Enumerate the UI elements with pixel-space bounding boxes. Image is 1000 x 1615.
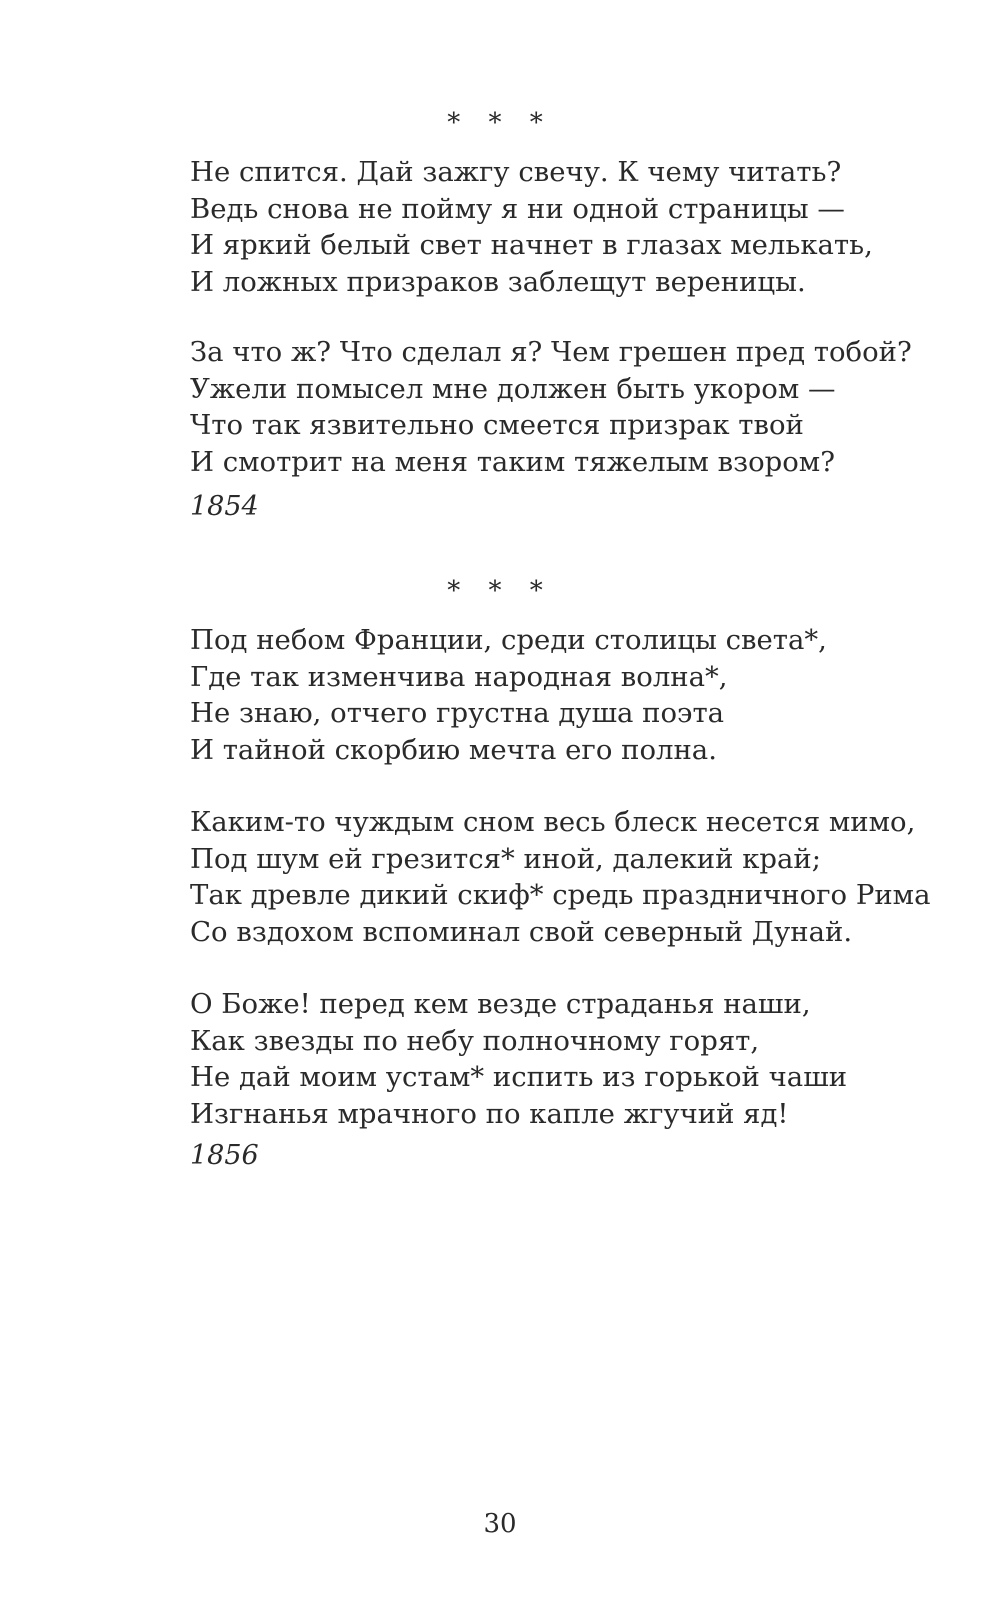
page-number: 30 — [483, 1509, 517, 1539]
verse-line: Изгнанья мрачного по капле жгучий яд! — [190, 1097, 789, 1130]
poem-2-year: 1856 — [190, 1140, 259, 1171]
verse-line: Ужели помысел мне должен быть укором — — [190, 372, 836, 405]
poem-1-separator: * * * — [447, 108, 553, 138]
poem-1-stanza-2 — [190, 334, 980, 480]
verse-line: И яркий белый свет начнет в глазах мелькать, — [190, 229, 873, 261]
verse-line: Под шум ей грезится* иной, далекий край; — [190, 842, 821, 875]
verse-line: Не знаю, отчего грустна душа поэта — [190, 697, 725, 729]
verse-line: Под небом Франции, среди столицы света*, — [190, 624, 827, 656]
poem-1-stanza-1 — [190, 154, 980, 300]
poem-2-stanza-2 — [190, 804, 980, 950]
verse-line: Так древле дикий скиф* средь праздничного Рима — [190, 879, 931, 911]
poem-2-stanza-1 — [190, 622, 980, 768]
poem-2-separator: * * * — [447, 576, 553, 606]
verse-line: Что так язвительно смеется призрак твой — [190, 409, 804, 441]
verse-line: Не дай моим устам* испить из горькой чаши — [190, 1061, 848, 1093]
verse-line: И тайной скорбию мечта его полна. — [190, 733, 717, 766]
verse-line: Не спится. Дай зажгу свечу. К чему читать? — [190, 156, 842, 188]
verse-line: И смотрит на меня таким тяжелым взором? — [190, 445, 835, 478]
verse-line: И ложных призраков заблещут вереницы. — [190, 265, 806, 298]
verse-line: Ведь снова не пойму я ни одной страницы — — [190, 192, 845, 225]
verse-line: За что ж? Что сделал я? Чем грешен пред тобой? — [190, 336, 912, 368]
poem-2-stanza-3 — [190, 986, 980, 1132]
poem-1-year: 1854 — [190, 491, 259, 522]
verse-line: Где так изменчива народная волна*, — [190, 660, 728, 693]
verse-line: Со вздохом вспоминал свой северный Дунай. — [190, 915, 853, 948]
verse-line: О Боже! перед кем везде страданья наши, — [190, 988, 811, 1020]
verse-line: Каким-то чуждым сном весь блеск несется мимо, — [190, 806, 916, 838]
verse-line: Как звезды по небу полночному горят, — [190, 1024, 760, 1057]
